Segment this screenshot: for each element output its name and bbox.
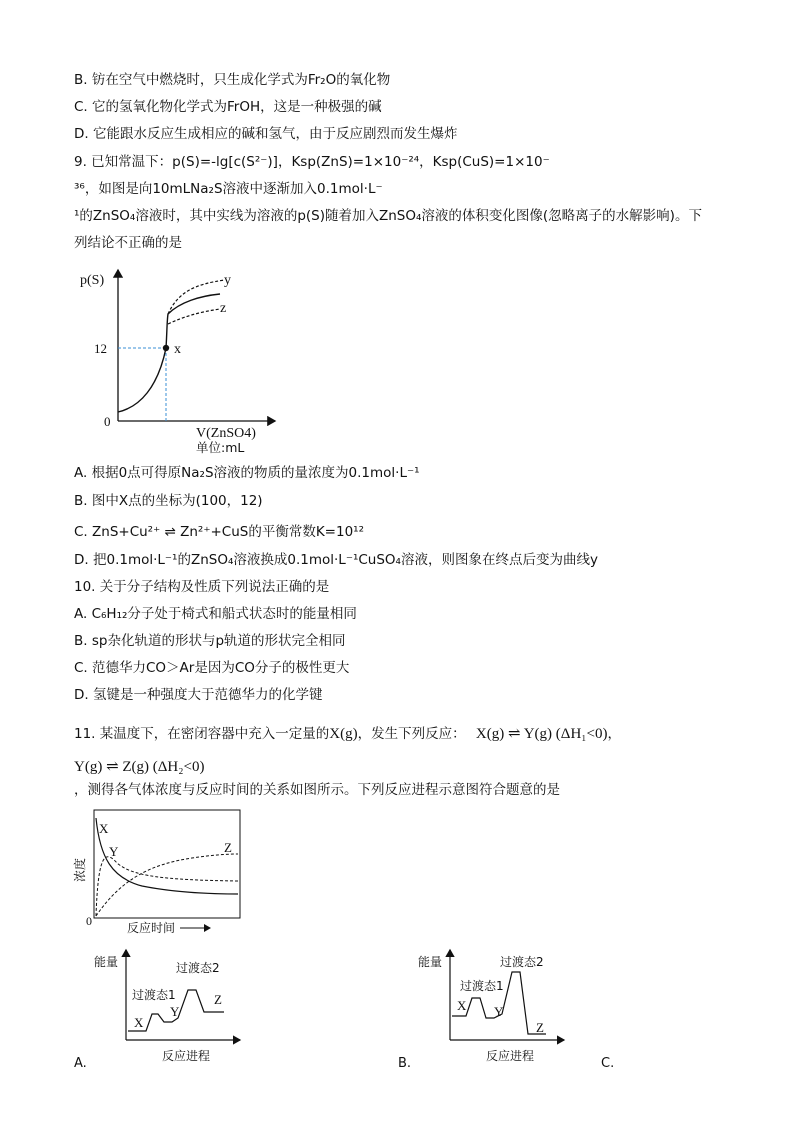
- q9-stem-line1: 9. 已知常温下：p(S)=-lg[c(S²⁻)]，Ksp(ZnS)=1×10⁻²⁴，Ksp(CuS)=1×10⁻: [74, 154, 550, 170]
- q11-a-label-y: Y: [170, 1004, 180, 1019]
- q8-option-d: D. 它能跟水反应生成相应的碱和氢气，由于反应剧烈而发生爆炸: [74, 126, 458, 142]
- q11-b-xlabel: 反应进程: [486, 1049, 535, 1063]
- q11-stem-line1: [74, 724, 621, 744]
- q10-option-a: A. C₆H₁₂分子处于椅式和船式状态时的能量相同: [74, 606, 357, 622]
- q9-curve-y-label: y: [224, 273, 231, 288]
- q8-option-b: B. 钫在空气中燃烧时，只生成化学式为Fr₂O的氧化物: [74, 72, 391, 88]
- q9-stem-line2: ³⁶，如图是向10mLNa₂S溶液中逐渐加入0.1mol·L⁻: [74, 181, 383, 197]
- q11-conc-label-x: X: [99, 821, 109, 836]
- q11-a-xlabel: 反应进程: [162, 1049, 211, 1063]
- q11-a-ts1: 过渡态1: [132, 988, 176, 1002]
- q11-concentration-chart: [72, 808, 252, 938]
- q11-a-ts2: 过渡态2: [176, 961, 220, 975]
- q9-ps-chart: [70, 262, 290, 462]
- q9-option-a: A. 根据0点可得原Na₂S溶液的物质的量浓度为0.1mol·L⁻¹: [74, 465, 420, 481]
- q11-x-formula: X(g): [329, 726, 358, 742]
- q11-label-c: C.: [601, 1056, 615, 1071]
- q9-curve-z: [168, 309, 220, 324]
- q11-a-label-z: Z: [214, 992, 222, 1007]
- q9-option-c: C. ZnS+Cu²⁺ ⇌ Zn²⁺+CuS的平衡常数K=10¹²: [74, 524, 364, 540]
- q11-stem-part1: 11. 某温度下，在密闭容器中充入一定量的: [74, 726, 330, 742]
- q11-comma: ，: [607, 726, 621, 742]
- q9-y-tick-12: 12: [94, 341, 107, 356]
- q9-option-b: B. 图中X点的坐标为(100，12): [74, 493, 263, 509]
- q9-option-d: D. 把0.1mol·L⁻¹的ZnSO₄溶液换成0.1mol·L⁻¹CuSO₄溶液，则图象在终点后变为曲线y: [74, 552, 598, 568]
- q11-b-label-y: Y: [494, 1004, 504, 1019]
- q11-curve-y: [96, 857, 238, 916]
- q9-point-x: [163, 345, 169, 351]
- q11-energy-diagram-a: [90, 946, 250, 1066]
- q9-curve-y: [168, 280, 225, 314]
- q11-b-ts1: 过渡态1: [460, 979, 504, 993]
- q11-conc-label-y: Y: [109, 844, 119, 859]
- q11-label-b: B.: [398, 1056, 412, 1071]
- q11-label-a: A.: [74, 1056, 87, 1071]
- q9-y-axis-label: p(S): [80, 273, 105, 288]
- q9-stem-line4: 列结论不正确的是: [74, 235, 182, 251]
- q9-x-unit: 单位:mL: [196, 440, 245, 455]
- q11-a-ylabel: 能量: [94, 955, 119, 969]
- q11-reaction-1: X(g) ⇌ Y(g) (ΔH₁<0): [475, 726, 608, 742]
- q10-option-c: C. 范德华力CO＞Ar是因为CO分子的极性更大: [74, 660, 350, 676]
- q10-option-b: B. sp杂化轨道的形状与p轨道的形状完全相同: [74, 633, 346, 649]
- q9-curve-z-label: z: [220, 301, 227, 316]
- q11-b-label-x: X: [457, 998, 467, 1013]
- q11-a-label-x: X: [134, 1015, 144, 1030]
- q11-conc-xlabel: 反应时间: [127, 921, 176, 935]
- q11-b-ts2: 过渡态2: [500, 955, 544, 969]
- q9-stem-line3: ¹的ZnSO₄溶液时，其中实线为溶液的p(S)随着加入ZnSO₄溶液的体积变化图像(忽略离子的水解影响)。下: [74, 208, 702, 224]
- q11-energy-diagram-b: [414, 946, 574, 1066]
- q11-b-label-z: Z: [536, 1020, 544, 1035]
- q9-x-axis-label: V(ZnSO4): [196, 426, 256, 441]
- q11-stem-part2: ，发生下列反应：: [357, 726, 466, 742]
- q8-option-c: C. 它的氢氧化物化学式为FrOH，这是一种极强的碱: [74, 99, 382, 115]
- q11-conc-label-z: Z: [224, 840, 232, 855]
- q11-stem-line3: ，测得各气体浓度与反应时间的关系如图所示。下列反应进程示意图符合题意的是: [74, 782, 560, 798]
- q11-b-ylabel: 能量: [418, 955, 443, 969]
- q11-conc-origin: 0: [86, 914, 92, 928]
- q11-curve-z: [96, 854, 238, 916]
- q9-point-x-label: x: [174, 342, 181, 357]
- q10-option-d: D. 氢键是一种强度大于范德华力的化学键: [74, 687, 323, 703]
- q9-origin: 0: [104, 414, 111, 429]
- q10-stem: 10. 关于分子结构及性质下列说法正确的是: [74, 579, 330, 595]
- q11-conc-ylabel: 浓度: [73, 857, 87, 882]
- q11-reaction-2: Y(g) ⇌ Z(g) (ΔH₂<0): [74, 759, 205, 775]
